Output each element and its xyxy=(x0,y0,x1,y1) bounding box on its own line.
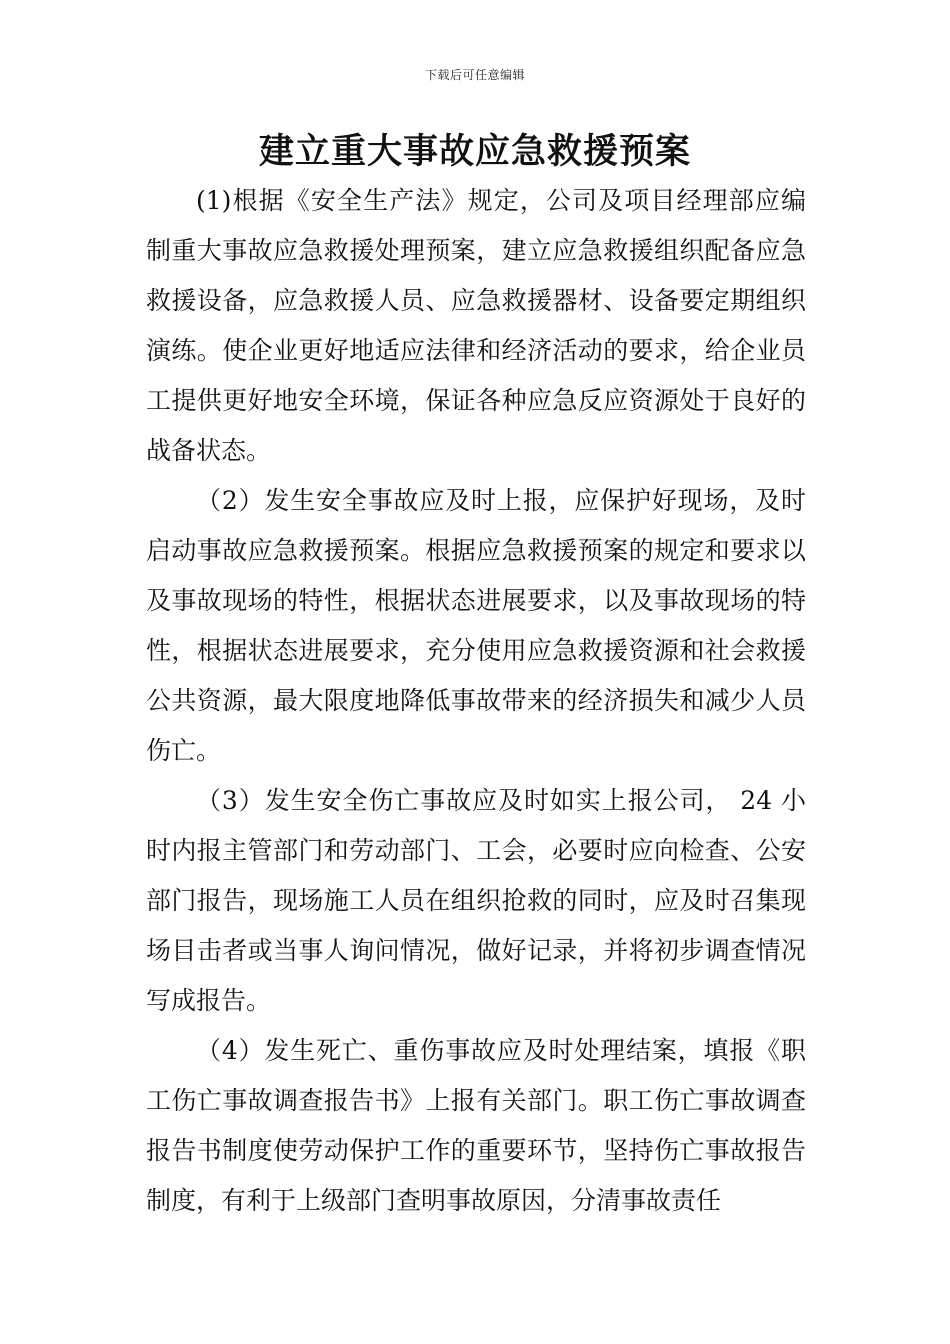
header-note: 下载后可任意编辑 xyxy=(424,68,525,82)
paragraph-2: （2）发生安全事故应及时上报，应保护好现场，及时启动事故应急救援预案。根据应急救援预案的规定和要求以及事故现场的特性，根据状态进展要求，以及事故现场的特性，根据状态进展要求，充分使用应急救援资源和社会救援公共资源，最大限度地降低事故带来的经济损失和减少人员伤亡。 xyxy=(146,486,806,765)
page-title: 建立重大事故应急救援预案 xyxy=(258,131,691,172)
paragraph-3: （3）发生安全伤亡事故应及时如实上报公司， 24 小时内报主管部门和劳动部门、工会，必要时应向检查、公安部门报告，现场施工人员在组织抢救的同时，应及时召集现场目击者或当事人询问情况，做好记录，并将初步调查情况写成报告。 xyxy=(146,786,806,1015)
paragraph-4: （4）发生死亡、重伤事故应及时处理结案，填报《职工伤亡事故调查报告书》上报有关部门。职工伤亡事故调查报告书制度使劳动保护工作的重要环节，坚持伤亡事故报告制度，有利于上级部门查明事故原因，分清事故责任 xyxy=(146,1036,806,1215)
paragraph-1: (1)根据《安全生产法》规定，公司及项目经理部应编制重大事故应急救援处理预案，建立应急救援组织配备应急救援设备，应急救援人员、应急救援器材、设备要定期组织演练。使企业更好地适应法律和经济活动的要求，给企业员工提供更好地安全环境，保证各种应急反应资源处于良好的战备状态。 xyxy=(146,186,806,465)
document-body xyxy=(146,176,806,1226)
